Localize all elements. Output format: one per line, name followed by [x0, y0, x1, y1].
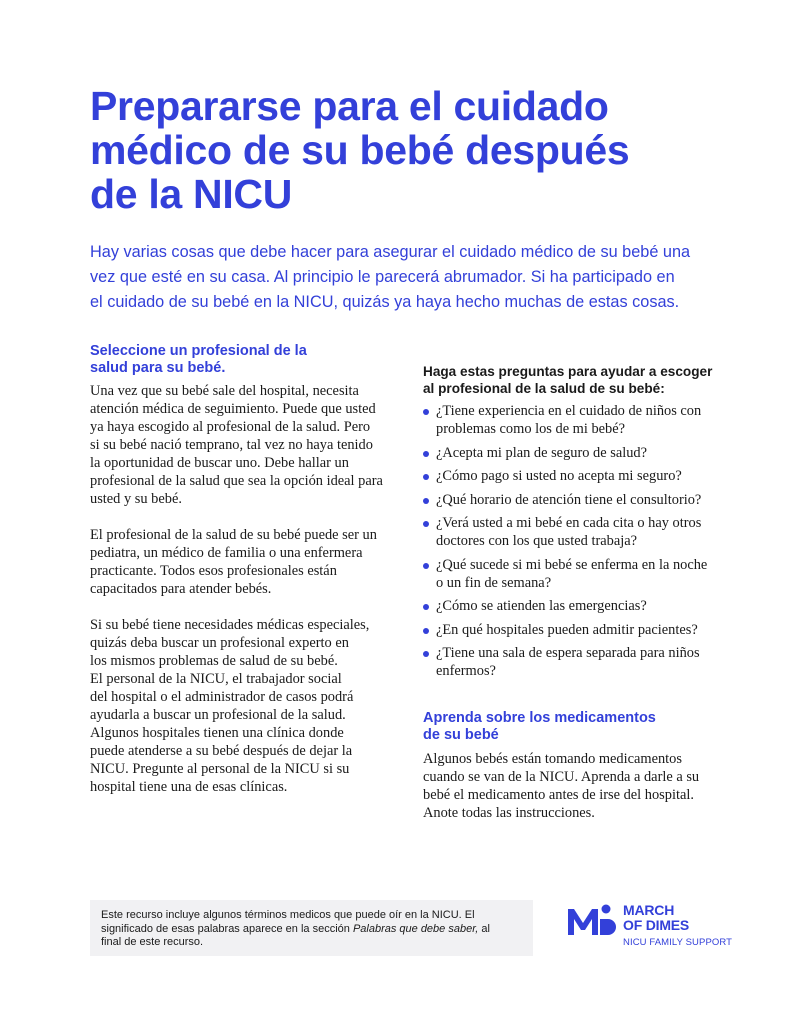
text-line: pediatra, un médico de familia o una enfermera [90, 545, 363, 561]
text-line: profesional de la salud que sea la opción ideal para [90, 473, 383, 489]
text-line: atención médica de seguimiento. Puede que usted [90, 401, 376, 417]
bullet-icon [423, 498, 429, 504]
logo-line: OF DIMES [623, 917, 690, 933]
text-line: Si su bebé tiene necesidades médicas especiales, [90, 617, 370, 633]
bullet-icon [423, 409, 429, 415]
question-text: enfermos? [436, 663, 496, 679]
text-line: ayudarla a buscar un profesional de la salud. [90, 707, 346, 723]
intro-line: el cuidado de su bebé en la NICU, quizás ya haya hecho muchas de estas cosas. [90, 293, 680, 311]
logo-mark-icon [566, 903, 618, 937]
left-paragraph-3 [90, 616, 390, 796]
heading-line: Aprenda sobre los medicamentos [423, 710, 656, 726]
left-column [90, 343, 390, 796]
bullet-icon [423, 563, 429, 569]
heading-line: de su bebé [423, 727, 499, 743]
bullet-icon [423, 651, 429, 657]
text-line: Algunos hospitales tienen una clínica donde [90, 725, 344, 741]
list-item [423, 597, 743, 615]
march-of-dimes-logo [566, 902, 733, 951]
title-line: médico de su bebé después [90, 127, 630, 173]
text-line: bebé el medicamento antes de irse del hospital. [423, 787, 694, 803]
text-line: Algunos bebés están tomando medicamentos [423, 751, 682, 767]
page-title [90, 84, 750, 216]
text-line: practicante. Todos esos profesionales están [90, 563, 337, 579]
glossary-note [90, 900, 533, 956]
list-item [423, 556, 743, 592]
list-item [423, 402, 743, 438]
question-text: ¿Cómo se atienden las emergencias? [436, 598, 647, 614]
glossary-section-name: Palabras que debe saber, [352, 922, 479, 935]
list-item [423, 467, 743, 485]
text-line: El profesional de la salud de su bebé puede ser un [90, 527, 377, 543]
logo-subtitle: NICU FAMILY SUPPORT [623, 937, 733, 948]
bullet-icon [423, 451, 429, 457]
list-item [423, 514, 743, 550]
note-text: al [478, 922, 490, 935]
bullet-icon [423, 474, 429, 480]
intro-line: Hay varias cosas que debe hacer para asegurar el cuidado médico de su bebé una [90, 243, 691, 261]
bullet-icon [423, 628, 429, 634]
list-item [423, 621, 743, 639]
heading-line: Seleccione un profesional de la [90, 343, 307, 359]
text-line: El personal de la NICU, el trabajador social [90, 671, 342, 687]
text-line: capacitados para atender bebés. [90, 581, 272, 597]
text-line: cuando se van de la NICU. Aprenda a darle a su [423, 769, 700, 785]
left-paragraph-1 [90, 382, 390, 508]
note-line: Este recurso incluye algunos términos medicos que puede oír en la NICU. El [101, 909, 475, 921]
text-line: Anote todas las instrucciones. [423, 805, 595, 821]
left-paragraph-2 [90, 526, 390, 598]
questions-heading [423, 363, 743, 397]
question-text: ¿En qué hospitales pueden admitir pacientes? [436, 621, 698, 638]
question-text: doctores con los que usted trabaja? [436, 533, 637, 549]
question-text: ¿Verá usted a mi bebé en cada cita o hay otros [436, 515, 702, 531]
question-text: ¿Tiene una sala de espera separada para niños [436, 645, 700, 661]
text-line: Una vez que su bebé sale del hospital, necesita [90, 383, 359, 399]
text-line: si su bebé nació temprano, tal vez no haya tenido [90, 437, 373, 453]
text-line: los mismos problemas de salud de su bebé. [90, 653, 338, 669]
text-line: del hospital o el administrador de casos podrá [90, 689, 354, 705]
bullet-icon [423, 604, 429, 610]
text-line: quizás deba buscar un profesional experto en [90, 635, 349, 651]
text-line: hospital tiene una de esas clínicas. [90, 779, 288, 795]
title-line: de la NICU [90, 171, 293, 217]
heading-line: Haga estas preguntas para ayudar a escoger [423, 364, 713, 379]
intro-line: vez que esté en su casa. Al principio le parecerá abrumador. Si ha participado en [90, 268, 675, 286]
medications-heading [423, 710, 743, 744]
question-text: ¿Cómo pago si usted no acepta mi seguro? [436, 468, 682, 484]
text-line: usted y su bebé. [90, 491, 182, 507]
question-text: problemas como los de mi bebé? [436, 421, 626, 437]
select-provider-heading [90, 343, 390, 377]
right-column [423, 363, 743, 686]
note-text: significado de esas palabras aparece en la sección [101, 922, 353, 935]
logo-wordmark [623, 903, 689, 933]
list-item [423, 644, 743, 680]
medications-section [423, 710, 743, 822]
question-text: ¿Acepta mi plan de seguro de salud? [436, 444, 647, 461]
question-text: ¿Tiene experiencia en el cuidado de niños con [436, 403, 702, 419]
heading-line: salud para su bebé. [90, 360, 226, 376]
text-line: NICU. Pregunte al personal de la NICU si su [90, 761, 350, 777]
bullet-icon [423, 521, 429, 527]
text-line: ya haya escogido al profesional de la salud. Pero [90, 419, 371, 435]
heading-line: al profesional de la salud de su bebé: [423, 381, 665, 396]
text-line: la oportunidad de buscar uno. Debe hallar un [90, 455, 349, 471]
logo-line: MARCH [623, 902, 675, 918]
title-line: Prepararse para el cuidado [90, 83, 609, 129]
question-text: ¿Qué horario de atención tiene el consultorio? [436, 491, 702, 508]
questions-list [423, 402, 743, 680]
question-text: ¿Qué sucede si mi bebé se enferma en la noche [436, 556, 708, 573]
list-item [423, 491, 743, 509]
text-line: puede atenderse a su bebé después de dejar la [90, 743, 353, 759]
note-line [101, 923, 523, 937]
question-text: o un fin de semana? [436, 574, 552, 591]
intro-paragraph [90, 240, 730, 315]
list-item [423, 444, 743, 462]
medications-paragraph [423, 750, 743, 822]
note-line: final de este recurso. [101, 936, 204, 948]
